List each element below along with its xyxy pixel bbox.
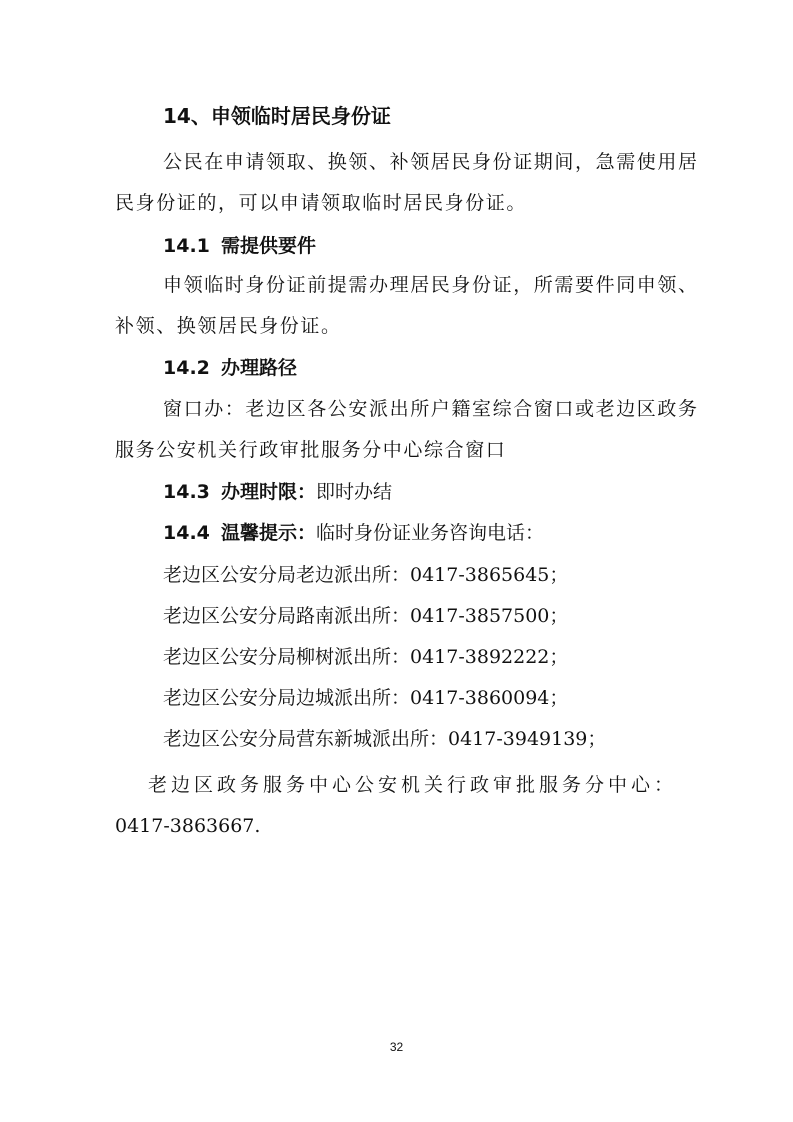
contact-line: 老边区公安分局柳树派出所：0417-3892222； <box>163 646 569 668</box>
center-contact-line-1: 老边区政务服务中心公安机关行政审批服务分中心： <box>148 774 678 796</box>
subsection-number: 14.2 <box>163 357 210 379</box>
subsection-14-2-line-2: 服务公安机关行政审批服务分中心综合窗口 <box>115 439 507 461</box>
center-contact-line-2: 0417-3863667. <box>115 815 261 837</box>
subsection-number: 14.3 <box>163 481 210 503</box>
subsection-heading-14-1 <box>163 234 316 258</box>
contact-line: 老边区公安分局边城派出所：0417-3860094； <box>163 687 569 709</box>
subsection-heading-14-2 <box>163 356 297 380</box>
subsection-title: 办理路径 <box>221 357 298 379</box>
contact-line: 老边区公安分局老边派出所：0417-3865645； <box>163 564 569 586</box>
page-number: 32 <box>389 1040 404 1054</box>
subsection-title: 温馨提示： <box>221 522 317 544</box>
subsection-title: 办理时限： <box>221 481 317 503</box>
subsection-14-1-line-2: 补领、换领居民身份证。 <box>115 315 342 337</box>
subsection-title: 需提供要件 <box>221 235 317 257</box>
subsection-number: 14.1 <box>163 235 210 257</box>
subsection-14-1-line-1: 申领临时身份证前提需办理居民身份证，所需要件同申领、 <box>163 274 699 296</box>
subsection-inline-text: 临时身份证业务咨询电话： <box>316 522 545 544</box>
intro-line-1: 公民在申请领取、换领、补领居民身份证期间，急需使用居 <box>163 151 699 173</box>
subsection-inline-text: 即时办结 <box>316 481 393 503</box>
intro-line-2: 民身份证的，可以申请领取临时居民身份证。 <box>115 192 528 214</box>
subsection-number: 14.4 <box>163 522 210 544</box>
subsection-heading-14-3 <box>163 480 392 504</box>
contact-line: 老边区公安分局路南派出所：0417-3857500； <box>163 605 569 627</box>
section-title: 14、申领临时居民身份证 <box>163 104 391 128</box>
subsection-heading-14-4 <box>163 521 544 545</box>
subsection-14-2-line-1: 窗口办：老边区各公安派出所户籍室综合窗口或老边区政务 <box>163 398 699 420</box>
contact-line: 老边区公安分局营东新城派出所：0417-3949139； <box>163 728 607 750</box>
